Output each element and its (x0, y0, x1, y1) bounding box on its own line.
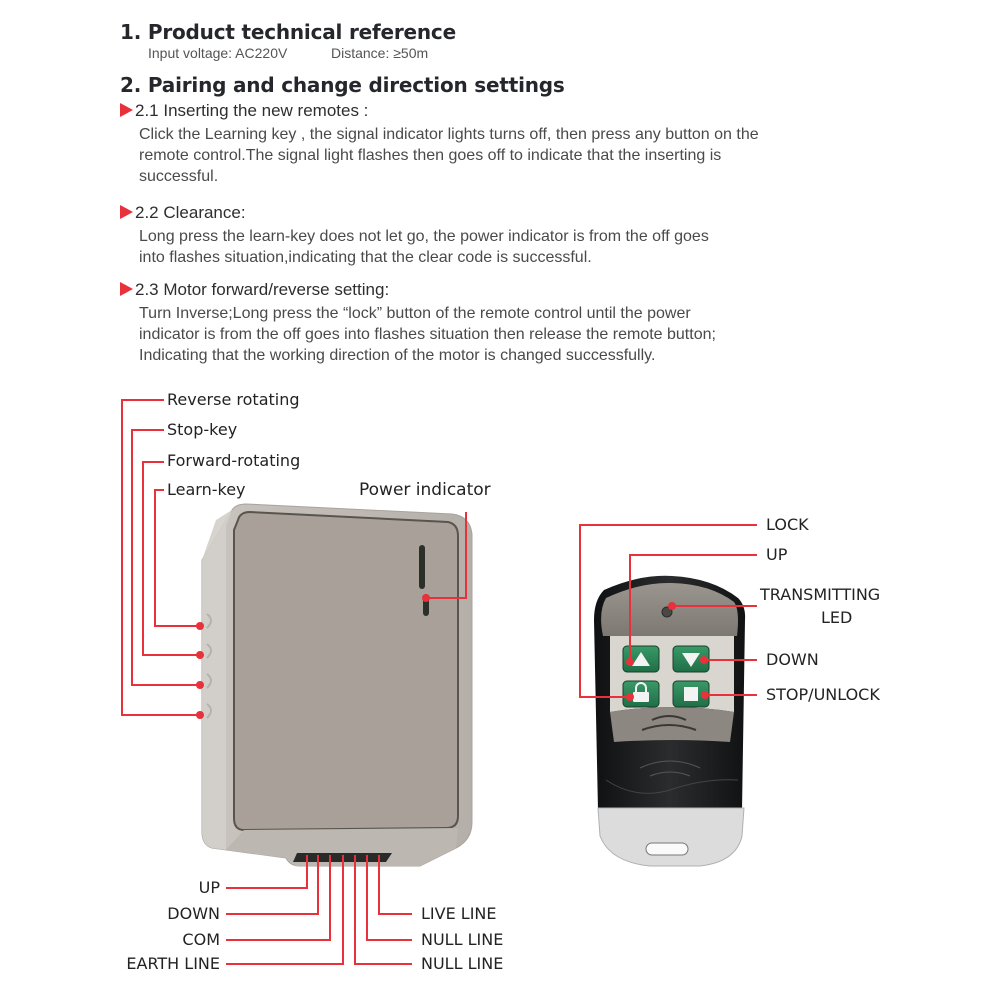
remote-label-up: UP (766, 545, 788, 564)
body-line: remote control.The signal light flashes then goes off to indicate that the inserting is (139, 147, 722, 164)
remote-label-down: DOWN (766, 650, 819, 669)
terminal-label-null-line-1: NULL LINE (421, 930, 504, 949)
terminal-label-live-line: LIVE LINE (421, 904, 497, 923)
body-line: into flashes situation,indicating that the clear code is successful. (139, 249, 592, 266)
remote-label-led: LED (821, 608, 853, 627)
remote-label-stop-unlock: STOP/UNLOCK (766, 685, 880, 704)
label-forward-rotating: Forward-rotating (167, 451, 301, 470)
body-line: Turn Inverse;Long press the “lock” button of the remote control until the power (139, 305, 691, 322)
terminal-label-null-line-2: NULL LINE (421, 954, 504, 973)
body-line: Indicating that the working direction of the motor is changed successfully. (139, 347, 656, 364)
label-stop-key: Stop-key (167, 420, 238, 439)
label-learn-key: Learn-key (167, 480, 246, 499)
body-line: indicator is from the off goes into flashes situation then release the remote button; (139, 326, 716, 343)
section-1-title: 1. Product technical reference (120, 20, 456, 44)
spec-distance: Distance: ≥50m (331, 45, 429, 61)
body-line: Click the Learning key , the signal indicator lights turns off, then press any button on the (139, 126, 759, 143)
label-reverse-rotating: Reverse rotating (167, 390, 300, 409)
terminal-label-earth-line: EARTH LINE (126, 954, 220, 973)
remote-label-lock: LOCK (766, 515, 809, 534)
subsection-2-3-heading-text: 2.3 Motor forward/reverse setting: (135, 280, 390, 299)
terminal-label-down: DOWN (167, 904, 220, 923)
spec-input-voltage: Input voltage: AC220V (148, 45, 288, 61)
terminal-leader-lines (226, 855, 412, 964)
lock-icon (633, 692, 649, 702)
receiver-device (202, 504, 472, 866)
stop-square-icon (684, 687, 698, 701)
body-line: successful. (139, 168, 219, 185)
subsection-2-1-heading-text: 2.1 Inserting the new remotes : (135, 101, 369, 120)
subsection-2-2-heading-text: 2.2 Clearance: (135, 203, 246, 222)
label-power-indicator: Power indicator (359, 480, 491, 500)
body-line: Long press the learn-key does not let go, the power indicator is from the off goes (139, 228, 709, 245)
terminal-label-up: UP (198, 878, 220, 897)
remote-control (594, 576, 745, 866)
terminal-label-com: COM (182, 930, 220, 949)
section-2-title: 2. Pairing and change direction settings (120, 73, 565, 97)
remote-label-transmitting: TRANSMITTING (760, 585, 881, 604)
